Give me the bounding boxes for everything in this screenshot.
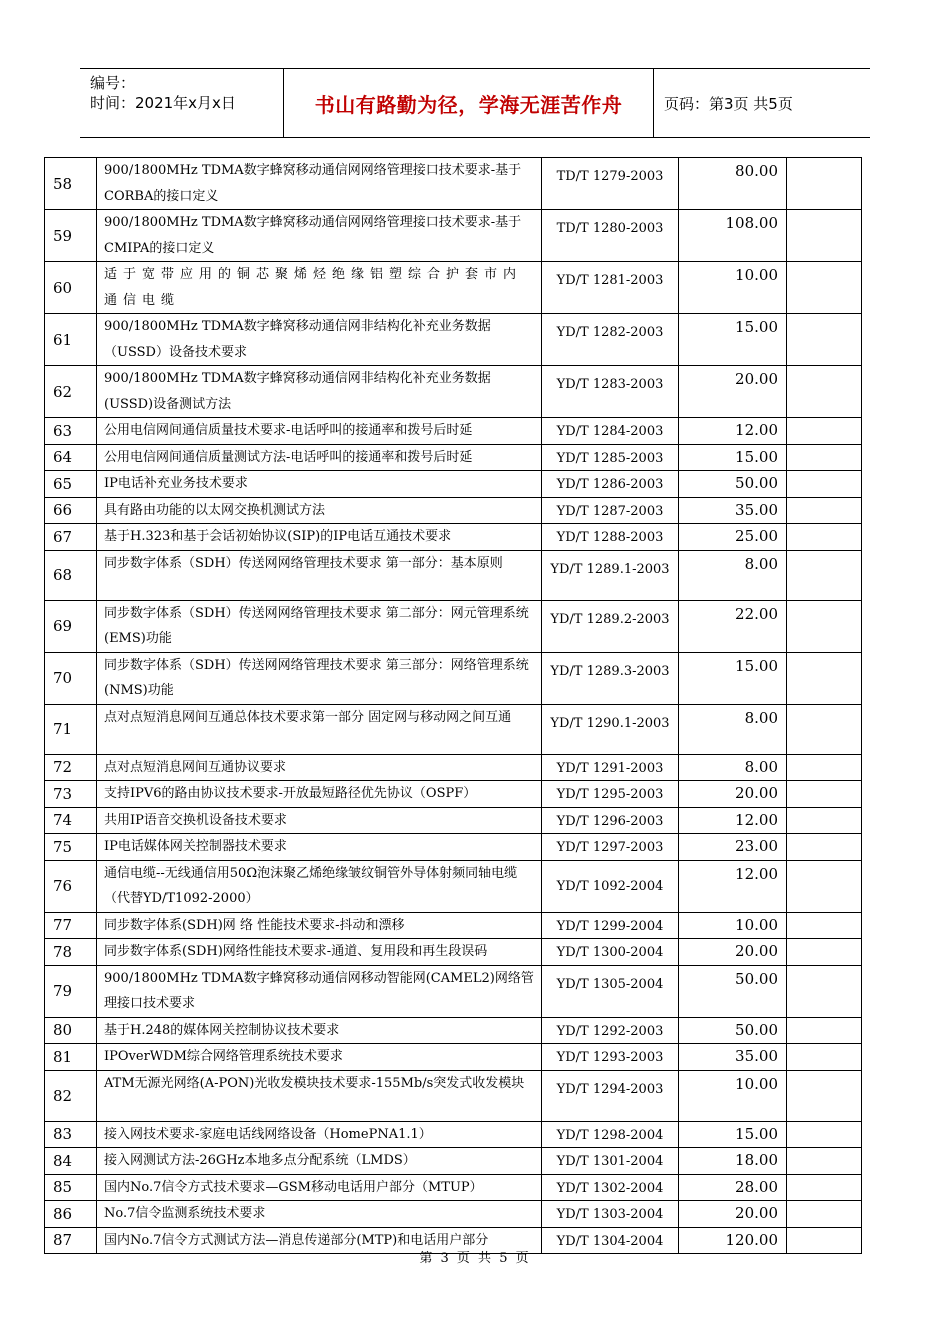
empty-cell xyxy=(787,444,862,471)
table-row xyxy=(45,652,862,704)
standard-code: YD/T 1305-2004 xyxy=(542,965,679,1017)
standard-code: YD/T 1296-2003 xyxy=(542,807,679,834)
standard-code: YD/T 1281-2003 xyxy=(542,262,679,314)
row-number: 68 xyxy=(45,550,97,600)
standard-price: 20.00 xyxy=(679,939,787,966)
standard-price: 20.00 xyxy=(679,781,787,808)
table-row xyxy=(45,524,862,551)
standard-name: 国内No.7信令方式测试方法—消息传递部分(MTP)和电话用户部分 xyxy=(97,1227,542,1254)
standard-name: 支持IPV6的路由协议技术要求-开放最短路径优先协议（OSPF） xyxy=(97,781,542,808)
standard-name: 公用电信网间通信质量技术要求-电话呼叫的接通率和拨号后时延 xyxy=(97,418,542,445)
row-number: 84 xyxy=(45,1148,97,1175)
page-footer: 第 3 页 共 5 页 xyxy=(419,1251,531,1266)
standard-name: 点对点短消息网间互通总体技术要求第一部分 固定网与移动网之间互通 xyxy=(97,704,542,754)
row-number: 86 xyxy=(45,1201,97,1228)
row-number: 65 xyxy=(45,471,97,498)
standard-price: 23.00 xyxy=(679,834,787,861)
empty-cell xyxy=(787,1070,862,1121)
standard-code: YD/T 1294-2003 xyxy=(542,1070,679,1121)
standard-code: YD/T 1302-2004 xyxy=(542,1174,679,1201)
standard-code: YD/T 1303-2004 xyxy=(542,1201,679,1228)
table-row xyxy=(45,418,862,445)
standard-price: 50.00 xyxy=(679,1017,787,1044)
standard-price: 10.00 xyxy=(679,262,787,314)
table-row xyxy=(45,1201,862,1228)
empty-cell xyxy=(787,1121,862,1148)
row-number: 82 xyxy=(45,1070,97,1121)
row-number: 66 xyxy=(45,497,97,524)
empty-cell xyxy=(787,418,862,445)
table-row xyxy=(45,497,862,524)
empty-cell xyxy=(787,600,862,652)
row-number: 87 xyxy=(45,1227,97,1254)
row-number: 83 xyxy=(45,1121,97,1148)
standard-name: 同步数字体系(SDH)网 络 性能技术要求-抖动和漂移 xyxy=(97,912,542,939)
standard-code: YD/T 1289.2-2003 xyxy=(542,600,679,652)
row-number: 59 xyxy=(45,210,97,262)
row-number: 70 xyxy=(45,652,97,704)
standard-name: 点对点短消息网间互通协议要求 xyxy=(97,754,542,781)
table-row xyxy=(45,262,862,314)
standard-price: 25.00 xyxy=(679,524,787,551)
table-row xyxy=(45,860,862,912)
serial-label: 编号： xyxy=(90,74,136,92)
table-row xyxy=(45,444,862,471)
standard-name: 共用IP语音交换机设备技术要求 xyxy=(97,807,542,834)
empty-cell xyxy=(787,939,862,966)
row-number: 61 xyxy=(45,314,97,366)
row-number: 73 xyxy=(45,781,97,808)
standard-code: YD/T 1291-2003 xyxy=(542,754,679,781)
standard-code: YD/T 1092-2004 xyxy=(542,860,679,912)
table-row xyxy=(45,1148,862,1175)
standard-code: YD/T 1301-2004 xyxy=(542,1148,679,1175)
row-number: 81 xyxy=(45,1044,97,1071)
standard-code: YD/T 1300-2004 xyxy=(542,939,679,966)
standard-code: TD/T 1280-2003 xyxy=(542,210,679,262)
standard-name: 具有路由功能的以太网交换机测试方法 xyxy=(97,497,542,524)
row-number: 63 xyxy=(45,418,97,445)
standard-name: 公用电信网间通信质量测试方法-电话呼叫的接通率和拨号后时延 xyxy=(97,444,542,471)
standard-code: YD/T 1289.3-2003 xyxy=(542,652,679,704)
table-row xyxy=(45,1017,862,1044)
standard-price: 15.00 xyxy=(679,444,787,471)
empty-cell xyxy=(787,210,862,262)
table-row xyxy=(45,550,862,600)
standard-price: 15.00 xyxy=(679,314,787,366)
standard-price: 15.00 xyxy=(679,652,787,704)
table-row xyxy=(45,1070,862,1121)
row-number: 72 xyxy=(45,754,97,781)
table-row xyxy=(45,781,862,808)
empty-cell xyxy=(787,834,862,861)
standard-name: 900/1800MHz TDMA数字蜂窝移动通信网网络管理接口技术要求-基于CMIPA的接口定义 xyxy=(97,210,542,262)
empty-cell xyxy=(787,471,862,498)
standard-name: No.7信令监测系统技术要求 xyxy=(97,1201,542,1228)
standard-code: YD/T 1290.1-2003 xyxy=(542,704,679,754)
standard-price: 28.00 xyxy=(679,1174,787,1201)
standard-code: YD/T 1295-2003 xyxy=(542,781,679,808)
row-number: 71 xyxy=(45,704,97,754)
standard-price: 18.00 xyxy=(679,1148,787,1175)
table-row xyxy=(45,314,862,366)
row-number: 74 xyxy=(45,807,97,834)
empty-cell xyxy=(787,754,862,781)
standard-name: IP电话补充业务技术要求 xyxy=(97,471,542,498)
header-page-info: 页码：第3页 共5页 xyxy=(664,94,793,113)
empty-cell xyxy=(787,314,862,366)
empty-cell xyxy=(787,1174,862,1201)
standard-name: 基于H.323和基于会话初始协议(SIP)的IP电话互通技术要求 xyxy=(97,524,542,551)
standard-price: 8.00 xyxy=(679,704,787,754)
row-number: 60 xyxy=(45,262,97,314)
empty-cell xyxy=(787,1148,862,1175)
empty-cell xyxy=(787,366,862,418)
table-row xyxy=(45,807,862,834)
standard-code: YD/T 1283-2003 xyxy=(542,366,679,418)
table-row xyxy=(45,834,862,861)
standard-name: 900/1800MHz TDMA数字蜂窝移动通信网非结构化补充业务数据（USSD）设备技术要求 xyxy=(97,314,542,366)
empty-cell xyxy=(787,1201,862,1228)
empty-cell xyxy=(787,1017,862,1044)
standard-price: 22.00 xyxy=(679,600,787,652)
page-header xyxy=(80,68,870,138)
row-number: 77 xyxy=(45,912,97,939)
empty-cell xyxy=(787,912,862,939)
empty-cell xyxy=(787,158,862,210)
header-motto: 书山有路勤为径，学海无涯苦作舟 xyxy=(284,69,654,137)
standard-code: YD/T 1288-2003 xyxy=(542,524,679,551)
row-number: 62 xyxy=(45,366,97,418)
standard-price: 50.00 xyxy=(679,471,787,498)
row-number: 69 xyxy=(45,600,97,652)
standard-code: YD/T 1287-2003 xyxy=(542,497,679,524)
standard-price: 80.00 xyxy=(679,158,787,210)
row-number: 75 xyxy=(45,834,97,861)
table-row xyxy=(45,158,862,210)
table-row xyxy=(45,1044,862,1071)
empty-cell xyxy=(787,497,862,524)
header-meta xyxy=(80,69,284,137)
standard-code: YD/T 1284-2003 xyxy=(542,418,679,445)
standard-price: 8.00 xyxy=(679,550,787,600)
row-number: 67 xyxy=(45,524,97,551)
standard-name: 900/1800MHz TDMA数字蜂窝移动通信网非结构化补充业务数据(USSD)设备测试方法 xyxy=(97,366,542,418)
table-row xyxy=(45,754,862,781)
empty-cell xyxy=(787,1044,862,1071)
empty-cell xyxy=(787,652,862,704)
standard-price: 12.00 xyxy=(679,860,787,912)
table-row xyxy=(45,912,862,939)
standard-name: 900/1800MHz TDMA数字蜂窝移动通信网移动智能网(CAMEL2)网络管理接口技术要求 xyxy=(97,965,542,1017)
standard-code: YD/T 1285-2003 xyxy=(542,444,679,471)
table-row xyxy=(45,965,862,1017)
table-row xyxy=(45,366,862,418)
standard-name: 900/1800MHz TDMA数字蜂窝移动通信网网络管理接口技术要求-基于CORBA的接口定义 xyxy=(97,158,542,210)
standard-price: 35.00 xyxy=(679,497,787,524)
table-row xyxy=(45,600,862,652)
row-number: 58 xyxy=(45,158,97,210)
row-number: 64 xyxy=(45,444,97,471)
standard-name: 适于宽带应用的铜芯聚烯烃绝缘铝塑综合护套市内通信电缆 xyxy=(97,262,542,314)
empty-cell xyxy=(787,524,862,551)
empty-cell xyxy=(787,262,862,314)
standard-price: 15.00 xyxy=(679,1121,787,1148)
table-row xyxy=(45,210,862,262)
empty-cell xyxy=(787,860,862,912)
standards-table xyxy=(44,157,862,1254)
standard-code: YD/T 1304-2004 xyxy=(542,1227,679,1254)
standard-price: 12.00 xyxy=(679,807,787,834)
standard-name: 同步数字体系（SDH）传送网网络管理技术要求 第三部分：网络管理系统(NMS)功能 xyxy=(97,652,542,704)
table-row xyxy=(45,471,862,498)
standard-code: YD/T 1289.1-2003 xyxy=(542,550,679,600)
standard-name: IPOverWDM综合网络管理系统技术要求 xyxy=(97,1044,542,1071)
standard-name: 国内No.7信令方式技术要求—GSM移动电话用户部分（MTUP） xyxy=(97,1174,542,1201)
row-number: 85 xyxy=(45,1174,97,1201)
standard-code: YD/T 1292-2003 xyxy=(542,1017,679,1044)
standard-code: YD/T 1297-2003 xyxy=(542,834,679,861)
standard-price: 8.00 xyxy=(679,754,787,781)
standard-name: 通信电缆--无线通信用50Ω泡沫聚乙烯绝缘皱纹铜管外导体射频同轴电缆（代替YD/T1092-2000） xyxy=(97,860,542,912)
row-number: 80 xyxy=(45,1017,97,1044)
empty-cell xyxy=(787,550,862,600)
standard-name: 接入网技术要求-家庭电话线网络设备（HomePNA1.1） xyxy=(97,1121,542,1148)
row-number: 76 xyxy=(45,860,97,912)
table-row xyxy=(45,1121,862,1148)
standard-name: 同步数字体系（SDH）传送网网络管理技术要求 第二部分：网元管理系统(EMS)功能 xyxy=(97,600,542,652)
standard-price: 108.00 xyxy=(679,210,787,262)
standard-price: 10.00 xyxy=(679,912,787,939)
standard-price: 50.00 xyxy=(679,965,787,1017)
standard-code: YD/T 1293-2003 xyxy=(542,1044,679,1071)
standard-price: 120.00 xyxy=(679,1227,787,1254)
table-row xyxy=(45,704,862,754)
time-label: 时间：2021年x月x日 xyxy=(90,94,236,112)
standard-name: 接入网测试方法-26GHz本地多点分配系统（LMDS） xyxy=(97,1148,542,1175)
standard-code: YD/T 1282-2003 xyxy=(542,314,679,366)
empty-cell xyxy=(787,704,862,754)
standard-price: 35.00 xyxy=(679,1044,787,1071)
table-row xyxy=(45,939,862,966)
row-number: 78 xyxy=(45,939,97,966)
standards-table-body xyxy=(45,158,862,1254)
standard-price: 10.00 xyxy=(679,1070,787,1121)
standard-code: YD/T 1299-2004 xyxy=(542,912,679,939)
standard-name: 基于H.248的媒体网关控制协议技术要求 xyxy=(97,1017,542,1044)
empty-cell xyxy=(787,781,862,808)
row-number: 79 xyxy=(45,965,97,1017)
standard-code: YD/T 1286-2003 xyxy=(542,471,679,498)
standard-price: 12.00 xyxy=(679,418,787,445)
standard-name: 同步数字体系(SDH)网络性能技术要求-通道、复用段和再生段误码 xyxy=(97,939,542,966)
standard-name: ATM无源光网络(A-PON)光收发模块技术要求-155Mb/s突发式收发模块 xyxy=(97,1070,542,1121)
standard-price: 20.00 xyxy=(679,1201,787,1228)
standard-name: IP电话媒体网关控制器技术要求 xyxy=(97,834,542,861)
table-row xyxy=(45,1174,862,1201)
empty-cell xyxy=(787,807,862,834)
standard-code: YD/T 1298-2004 xyxy=(542,1121,679,1148)
standard-code: TD/T 1279-2003 xyxy=(542,158,679,210)
standard-price: 20.00 xyxy=(679,366,787,418)
empty-cell xyxy=(787,965,862,1017)
standard-name: 同步数字体系（SDH）传送网网络管理技术要求 第一部分：基本原则 xyxy=(97,550,542,600)
